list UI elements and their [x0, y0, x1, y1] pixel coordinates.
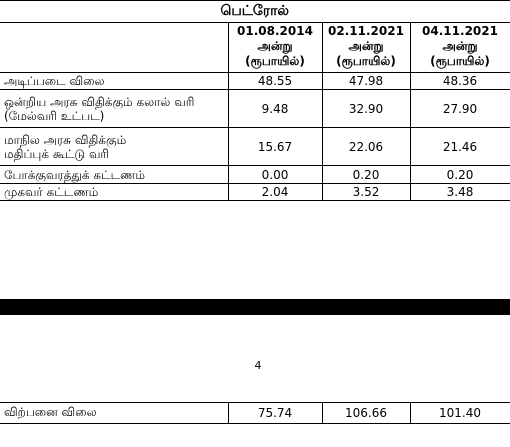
column-line2: அன்று [348, 39, 384, 53]
value-cell: 3.48 [410, 184, 510, 201]
table-row [0, 128, 510, 166]
header-blank-cell [0, 23, 228, 73]
column-unit: (ரூபாயில்) [336, 54, 396, 68]
value-cell: 2.04 [228, 184, 322, 201]
column-unit: (ரூபாயில்) [430, 54, 490, 68]
sale-price-label: விற்பனை விலை [0, 403, 228, 424]
row-label [0, 184, 228, 201]
column-date: 01.08.2014 [237, 24, 313, 38]
table-row [0, 184, 510, 201]
value-cell: 21.46 [410, 128, 510, 166]
value-cell: 3.52 [322, 184, 410, 201]
table-title: பெட்ரோல் [0, 1, 510, 23]
petrol-price-table [0, 0, 510, 201]
row-label-line2: மதிப்புக் கூட்டு வரி [4, 146, 110, 161]
value-cell: 0.20 [410, 166, 510, 184]
column-unit: (ரூபாயில்) [245, 54, 305, 68]
page-break-bar [0, 299, 510, 315]
row-label [0, 128, 228, 166]
table-row [0, 90, 510, 128]
table-row [0, 73, 510, 90]
row-label-line1: அடிப்படை விலை [4, 74, 105, 88]
column-line2: அன்று [442, 39, 478, 53]
row-label-line1: போக்குவரத்துக் கட்டணம் [4, 167, 146, 182]
value-cell: 32.90 [322, 90, 410, 128]
value-cell: 106.66 [322, 403, 410, 424]
row-label-line1: மாநில அரசு விதிக்கும் [4, 132, 127, 147]
page-number: 4 [254, 359, 262, 372]
value-cell: 101.40 [410, 403, 510, 424]
header-row [0, 23, 510, 73]
column-header [322, 23, 410, 73]
column-header [410, 23, 510, 73]
value-cell: 47.98 [322, 73, 410, 90]
value-cell: 0.00 [228, 166, 322, 184]
table-row [0, 166, 510, 184]
value-cell: 9.48 [228, 90, 322, 128]
row-label [0, 90, 228, 128]
row-label-line2: (மேல்வரி உட்பட) [4, 108, 105, 123]
sale-price-table [0, 402, 510, 424]
value-cell: 27.90 [410, 90, 510, 128]
value-cell: 48.36 [410, 73, 510, 90]
row-label [0, 73, 228, 90]
column-date: 02.11.2021 [328, 24, 404, 38]
row-label-line1: முகவர் கட்டணம் [4, 185, 99, 199]
column-date: 04.11.2021 [422, 24, 498, 38]
row-label [0, 166, 228, 184]
sale-price-row [0, 403, 510, 424]
row-label-line1: ஒன்றிய அரசு விதிக்கும் கலால் வரி [4, 94, 195, 109]
value-cell: 0.20 [322, 166, 410, 184]
value-cell: 15.67 [228, 128, 322, 166]
column-header [228, 23, 322, 73]
column-line2: அன்று [257, 39, 293, 53]
value-cell: 48.55 [228, 73, 322, 90]
value-cell: 75.74 [228, 403, 322, 424]
value-cell: 22.06 [322, 128, 410, 166]
